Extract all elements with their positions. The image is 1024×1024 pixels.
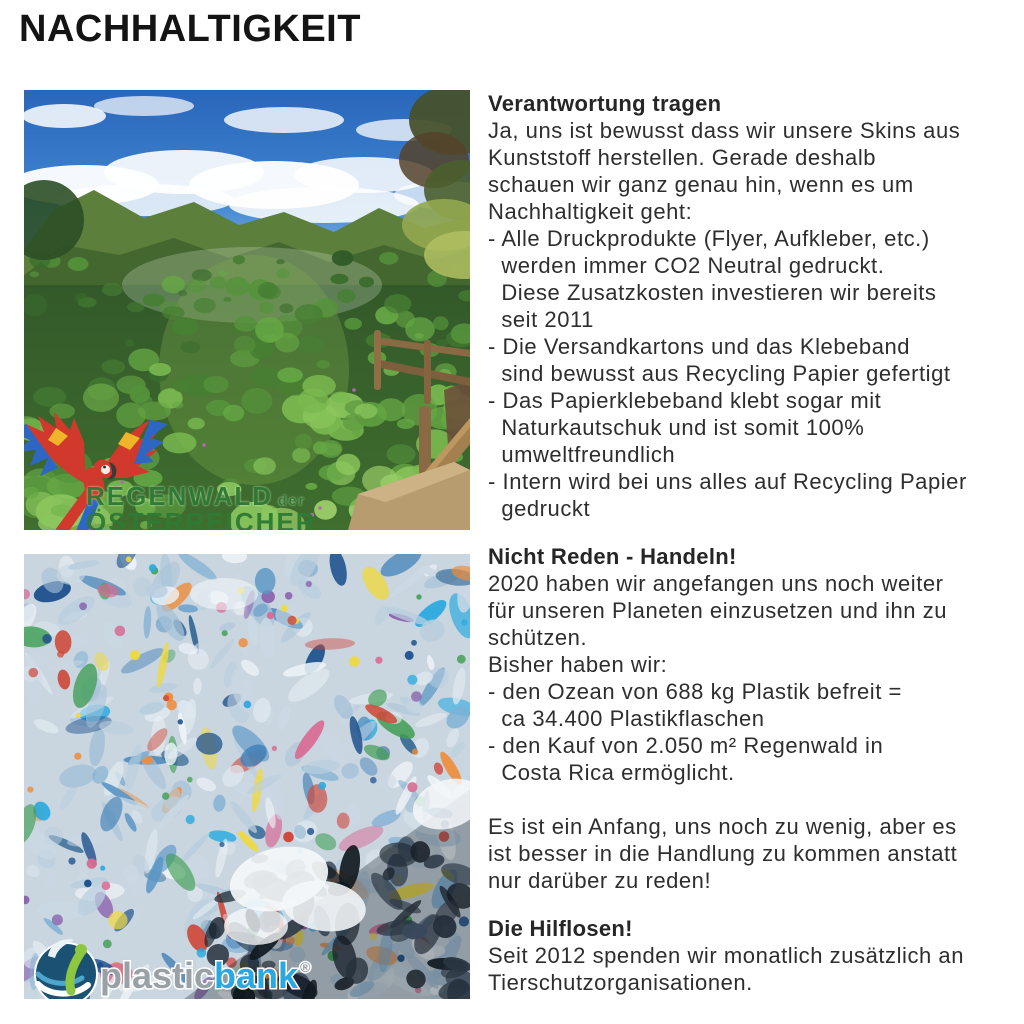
text-line: Es ist ein Anfang, uns noch zu wenig, aber es: [488, 814, 957, 839]
logo-word-der: der: [278, 492, 306, 508]
logo-word-oesterreicher: ÖSTERREICHER: [86, 507, 317, 530]
logo-word-regenwald: REGENWALD: [86, 481, 273, 511]
svg-text:plasticbank®: [100, 955, 311, 996]
text-line: Seit 2012 spenden wir monatlich zusätzlich an: [488, 943, 965, 968]
text-line: Bisher haben wir:: [488, 652, 668, 677]
text-line: - Intern wird bei uns alles auf Recycling Papier: [488, 469, 967, 494]
text-line: - Die Versandkartons und das Klebeband: [488, 334, 911, 359]
text-line: umweltfreundlich: [488, 442, 676, 467]
section-heading: Die Hilflosen!: [488, 916, 633, 941]
text-line: Tierschutzorganisationen.: [488, 970, 753, 995]
text-line: ist besser in die Handlung zu kommen anstatt: [488, 841, 958, 866]
text-line: schauen wir ganz genau hin, wenn es um: [488, 172, 914, 197]
text-line: - den Ozean von 688 kg Plastik befreit =: [488, 679, 902, 704]
rainforest-illustration: [24, 90, 470, 530]
text-line: für unseren Planeten einzusetzen und ihn zu: [488, 598, 948, 623]
plastic-bottles-photo: [24, 554, 470, 999]
text-line: schützen.: [488, 625, 588, 650]
text-line: Diese Zusatzkosten investieren wir bereits: [488, 280, 937, 305]
logo-word-plastic: plastic: [100, 955, 215, 996]
section: [488, 543, 1018, 894]
text-line: - Das Papierklebeband klebt sogar mit: [488, 388, 882, 413]
text-line: [488, 786, 1018, 813]
page-title: NACHHALTIGKEIT: [19, 8, 361, 50]
logo-word-bank: bank: [214, 955, 299, 996]
text-line: 2020 haben wir angefangen uns noch weiter: [488, 571, 944, 596]
section-heading: Nicht Reden - Handeln!: [488, 544, 737, 569]
bottles-illustration: [24, 554, 470, 999]
text-line: ca 34.400 Plastikflaschen: [488, 706, 765, 731]
section: [488, 915, 1018, 996]
text-line: seit 2011: [488, 307, 594, 332]
text-line: - den Kauf von 2.050 m² Regenwald in: [488, 733, 884, 758]
text-line: - Alle Druckprodukte (Flyer, Aufkleber, etc.): [488, 226, 930, 251]
text-line: Costa Rica ermöglicht.: [488, 760, 735, 785]
text-line: werden immer CO2 Neutral gedruckt.: [488, 253, 885, 278]
section: [488, 90, 1018, 522]
section-heading: Verantwortung tragen: [488, 91, 722, 116]
text-line: gedruckt: [488, 496, 591, 521]
rainforest-photo: [24, 90, 470, 530]
text-column: [488, 90, 1018, 1017]
text-line: Kunststoff herstellen. Gerade deshalb: [488, 145, 877, 170]
text-line: Naturkautschuk und ist somit 100%: [488, 415, 865, 440]
text-line: sind bewusst aus Recycling Papier gefertigt: [488, 361, 951, 386]
text-line: nur darüber zu reden!: [488, 868, 712, 893]
text-line: Nachhaltigkeit geht:: [488, 199, 693, 224]
text-line: Ja, uns ist bewusst dass wir unsere Skins aus: [488, 118, 961, 143]
registered-mark: ®: [300, 959, 311, 975]
